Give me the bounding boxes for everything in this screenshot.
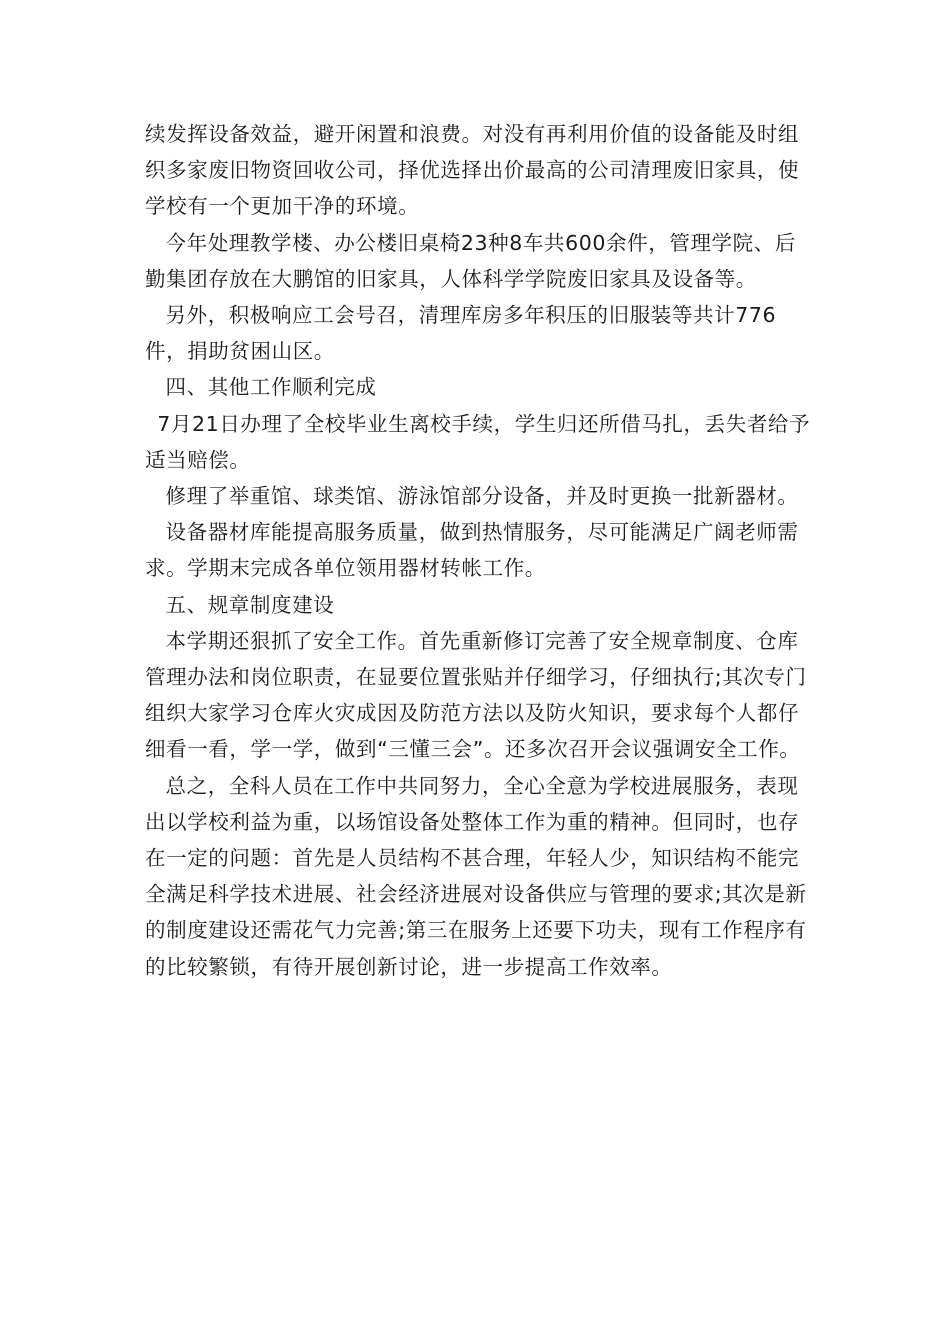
- paragraph-clothing-donation: 另外，积极响应工会号召，清理库房多年积压的旧服装等共计776件，捐助贫困山区。: [145, 303, 777, 364]
- paragraph-continued-equipment-benefit: 续发挥设备效益，避开闲置和浪费。对没有再利用价值的设备能及时组织多家废旧物资回收公司，择优选择出价最高的公司清理废旧家具，使学校有一个更加干净的环境。: [145, 122, 800, 219]
- section-heading-rules: 五、规章制度建设: [165, 592, 335, 617]
- paragraph-service-quality: 设备器材库能提高服务质量，做到热情服务，尽可能满足广阔老师需求。学期末完成各单位领用器材转帐工作。: [145, 520, 799, 581]
- paragraph-equipment-repair: 修理了举重馆、球类馆、游泳馆部分设备，并及时更换一批新器材。: [165, 484, 799, 509]
- paragraph-safety-work: 本学期还狠抓了安全工作。首先重新修订完善了安全规章制度、仓库管理办法和岗位职责，在显要位置张贴并仔细学习，仔细执行;其次专门组织大家学习仓库火灾成因及防范方法以及防火知识，要求每个人都仔细看一看，学一学，做到“三懂三会”。还多次召开会议强调安全工作。: [145, 628, 807, 762]
- paragraph-graduate-checkout: 7月21日办理了全校毕业生离校手续，学生归还所借马扎，丢失者给予适当赔偿。: [145, 411, 811, 472]
- paragraph-summary: 总之，全科人员在工作中共同努力，全心全意为学校进展服务，表现出以学校利益为重，以场馆设备处整体工作为重的精神。但同时，也存在一定的问题：首先是人员结构不甚合理，年轻人少，知识结构不能完全满足科学技术进展、社会经济进展对设备供应与管理的要求;其次是新的制度建设还需花气力完善;第三在服务上还要下功夫，现有工作程序有的比较繁锁，有待开展创新讨论，进一步提高工作效率。: [145, 773, 807, 979]
- section-heading-other-work: 四、其他工作顺利完成: [165, 375, 377, 400]
- paragraph-old-furniture-disposal: 今年处理教学楼、办公楼旧桌椅23种8车共600余件，管理学院、后勤集团存放在大鹏馆的旧家具，人体科学学院废旧家具及设备等。: [145, 230, 796, 291]
- document-body: [145, 116, 815, 985]
